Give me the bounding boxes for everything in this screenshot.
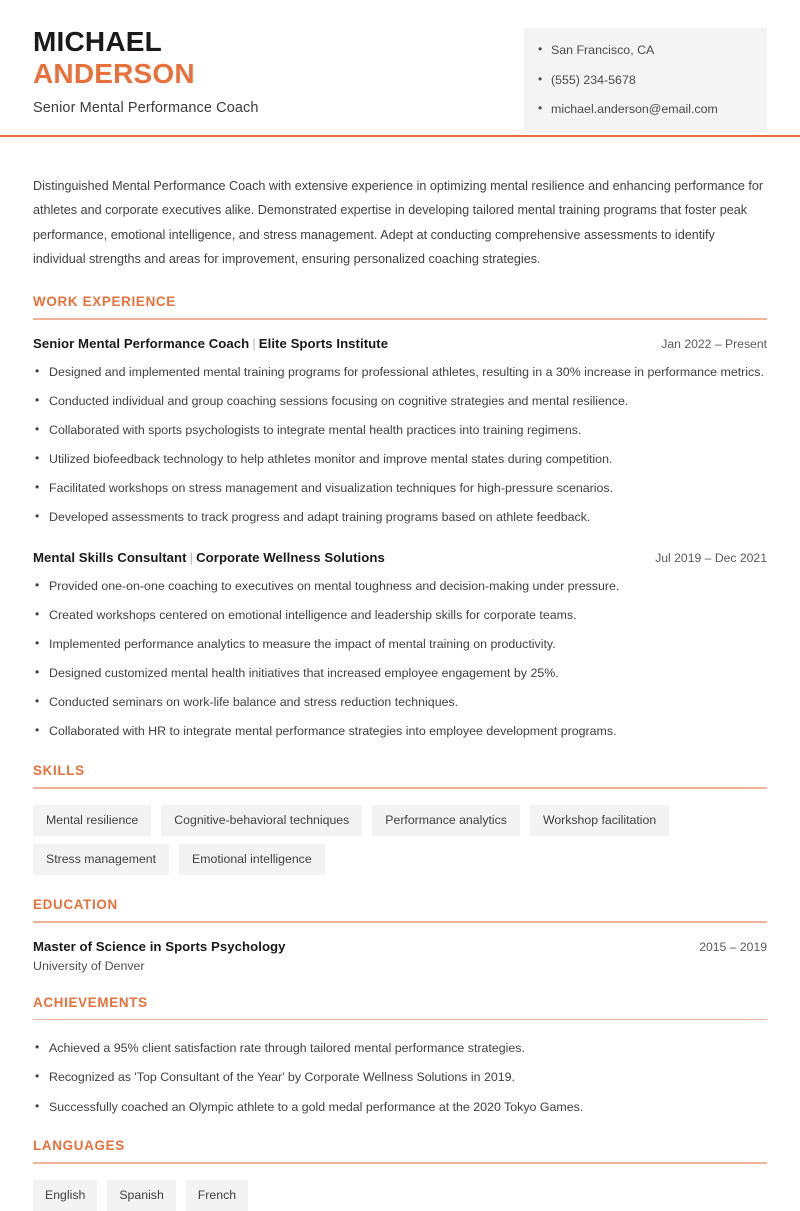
section-title-languages: LANGUAGES <box>33 1138 125 1154</box>
title-separator: | <box>252 335 256 351</box>
education-entry-header <box>33 939 767 954</box>
bullet-item: • Conducted individual and group coaching sessions focusing on cognitive strategies and mental resilience. <box>33 392 767 411</box>
professional-title: Senior Mental Performance Coach <box>33 99 259 116</box>
skill-chip: Mental resilience <box>33 805 151 836</box>
education-institution: University of Denver <box>33 958 145 973</box>
bullet-item: • Successfully coached an Olympic athlete to a gold medal performance at the 2020 Tokyo Games. <box>33 1098 767 1117</box>
section-divider <box>33 1019 767 1021</box>
section-title-achievements: ACHIEVEMENTS <box>33 994 148 1010</box>
language-chip: French <box>186 1180 248 1211</box>
professional-summary: Distinguished Mental Performance Coach with extensive experience in optimizing mental resilience and enhancing performance for athletes and corporate executives alike. Demonstrated expertise in developing tailored mental training programs that foster peak performance, emotional intelligence, and stress management. Adept at conducting comprehensive assessments to identify individual strengths and areas for improvement, ensuring personalized coaching strategies. <box>33 178 764 267</box>
header-accent-rule <box>0 135 800 137</box>
bullet-item: • Collaborated with sports psychologists to integrate mental health practices into training regimens. <box>33 421 767 440</box>
experience-entry <box>33 527 767 741</box>
identity-block <box>33 22 259 116</box>
experience-bullet-list <box>33 577 767 741</box>
section-skills <box>33 741 767 875</box>
bullet-item: • Provided one-on-one coaching to executives on mental toughness and decision-making under pressure. <box>33 577 767 596</box>
experience-date: Jan 2022 – Present <box>661 336 767 351</box>
experience-bullet-list <box>33 363 767 527</box>
skill-chip: Emotional intelligence <box>179 844 325 875</box>
resume-header <box>33 0 767 148</box>
bullet-item: • Designed and implemented mental training programs for professional athletes, resulting in a 30% increase in performance metrics. <box>33 363 767 382</box>
contact-location: • San Francisco, CA <box>538 41 751 60</box>
skill-chip: Cognitive-behavioral techniques <box>161 805 362 836</box>
bullet-item: • Collaborated with HR to integrate mental performance strategies into employee development programs. <box>33 722 767 741</box>
first-name: MICHAEL <box>33 26 162 57</box>
education-entry <box>33 923 767 973</box>
skills-chip-list <box>33 789 767 876</box>
skill-chip: Performance analytics <box>372 805 520 836</box>
languages-chip-list <box>33 1164 767 1211</box>
experience-role: Senior Mental Performance Coach <box>33 335 250 351</box>
education-date: 2015 – 2019 <box>699 939 767 954</box>
bullet-item: • Created workshops centered on emotional intelligence and leadership skills for corporate teams. <box>33 606 767 625</box>
bullet-item: • Developed assessments to track progress and adapt training programs based on athlete feedback. <box>33 508 767 527</box>
title-separator: | <box>189 549 194 565</box>
language-chip: English <box>33 1180 97 1211</box>
experience-role: Mental Skills Consultant <box>33 549 187 565</box>
experience-date: Jul 2019 – Dec 2021 <box>655 550 767 565</box>
experience-title-line <box>33 336 388 351</box>
experience-title-line <box>33 550 385 565</box>
bullet-item: • Utilized biofeedback technology to help athletes monitor and improve mental states during competition. <box>33 450 767 469</box>
bullet-item: • Achieved a 95% client satisfaction rate through tailored mental performance strategies. <box>33 1039 767 1058</box>
bullet-item: • Designed customized mental health initiatives that increased employee engagement by 25%. <box>33 664 767 683</box>
section-title-education: EDUCATION <box>33 897 118 913</box>
bullet-item: • Implemented performance analytics to measure the impact of mental training on productivity. <box>33 635 767 654</box>
section-achievements <box>33 973 767 1116</box>
contact-email[interactable]: • michael.anderson@email.com <box>538 100 751 119</box>
section-languages <box>33 1116 767 1211</box>
bullet-item: • Conducted seminars on work-life balance and stress reduction techniques. <box>33 693 767 712</box>
experience-entry-header <box>33 550 767 565</box>
bullet-item: • Facilitated workshops on stress management and visualization techniques for high-pressure scenarios. <box>33 479 767 498</box>
section-education <box>33 875 767 973</box>
section-title-skills: SKILLS <box>33 762 85 778</box>
skill-chip: Stress management <box>33 844 169 875</box>
skill-chip: Workshop facilitation <box>530 805 669 836</box>
contact-box <box>524 28 767 132</box>
language-chip: Spanish <box>107 1180 175 1211</box>
experience-entry <box>33 320 767 527</box>
contact-list <box>538 41 751 119</box>
contact-phone[interactable]: • (555) 234-5678 <box>538 71 751 90</box>
achievements-bullet-list <box>33 1039 767 1116</box>
last-name: ANDERSON <box>33 58 195 90</box>
experience-entry-header <box>33 336 767 351</box>
experience-company: Elite Sports Institute <box>258 335 389 351</box>
bullet-item: • Recognized as 'Top Consultant of the Year' by Corporate Wellness Solutions in 2019. <box>33 1068 767 1087</box>
experience-company: Corporate Wellness Solutions <box>196 549 385 565</box>
section-work-experience <box>33 272 767 741</box>
education-degree: Master of Science in Sports Psychology <box>33 938 286 954</box>
section-title-work-experience: WORK EXPERIENCE <box>33 294 176 310</box>
